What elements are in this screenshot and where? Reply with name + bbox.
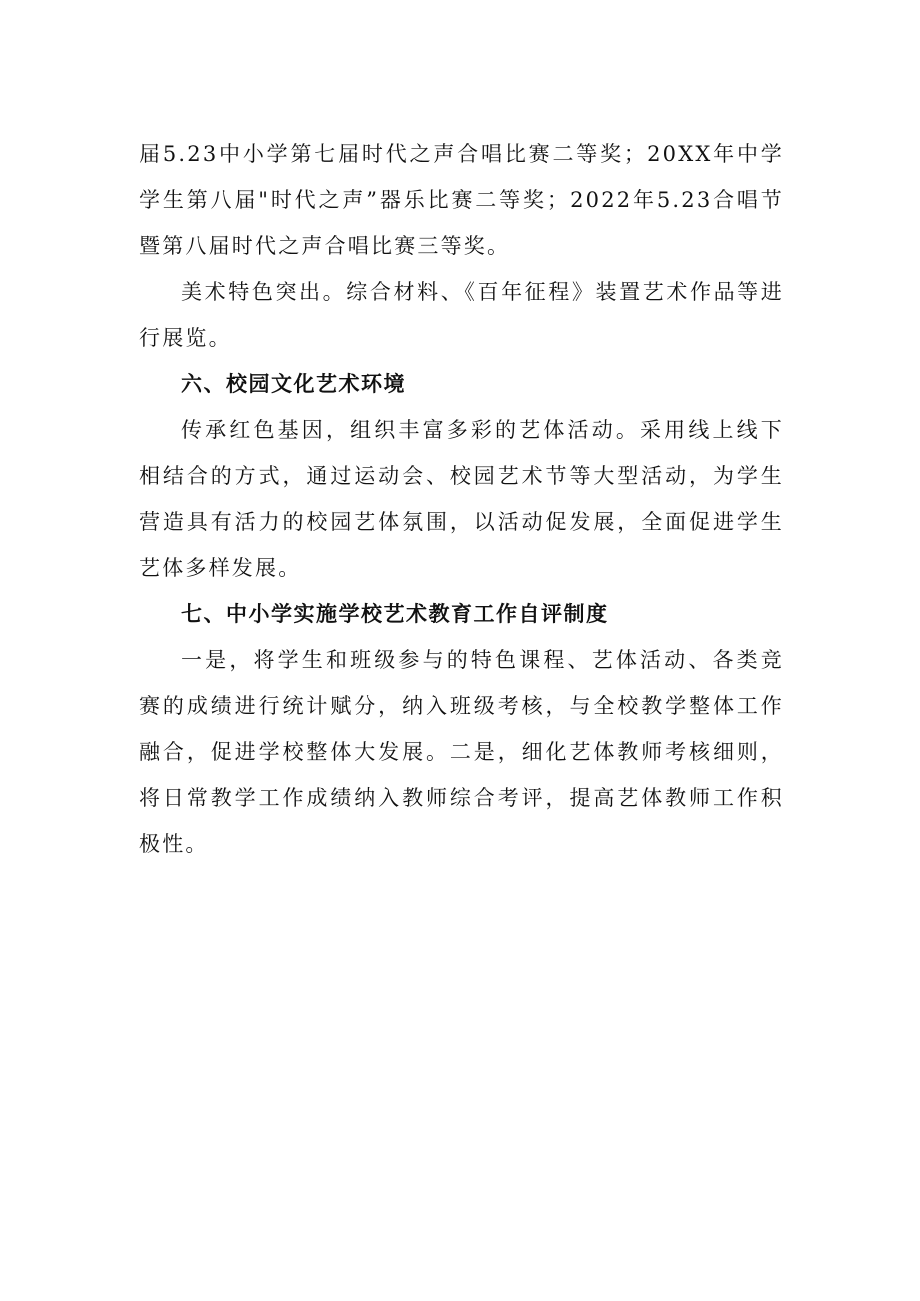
paragraph-art-features: 美术特色突出。综合材料、《百年征程》装置艺术作品等进行展览。 [139,280,784,350]
paragraph-self-evaluation: 一是，将学生和班级参与的特色课程、艺体活动、各类竞赛的成绩进行统计赋分，纳入班级考核，与全校教学整体工作融合，促进学校整体大发展。二是，细化艺体教师考核细则，将日常教学工作成绩纳入教师综合考评，提高艺体教师工作积极性。 [139,648,784,856]
paragraph-awards-continued: 届5.23中小学第七届时代之声合唱比赛二等奖；20XX年中学学生第八届"时代之声”器乐比赛二等奖；2022年5.23合唱节暨第八届时代之声合唱比赛三等奖。 [139,142,784,258]
paragraph-campus-culture: 传承红色基因，组织丰富多彩的艺体活动。采用线上线下相结合的方式，通过运动会、校园艺术节等大型活动，为学生营造具有活力的校园艺体氛围，以活动促发展，全面促进学生艺体多样发展。 [139,418,784,580]
document-body [139,131,784,867]
section-heading-6: 六、校园文化艺术环境 [181,372,406,396]
section-heading-7: 七、中小学实施学校艺术教育工作自评制度 [181,602,609,626]
